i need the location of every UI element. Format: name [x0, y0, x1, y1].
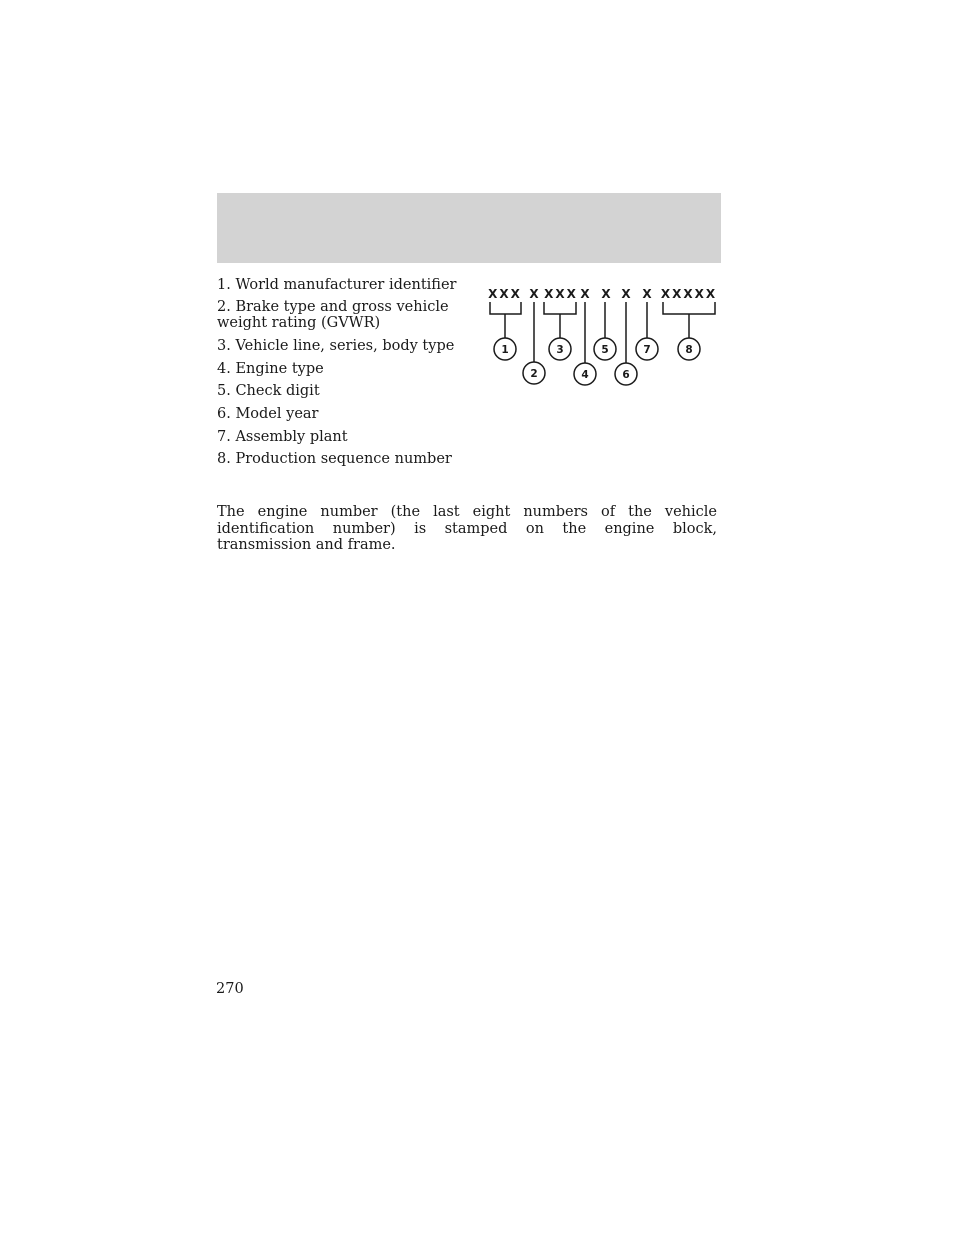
callout-1-number: 1	[501, 344, 509, 356]
callout-6	[615, 363, 637, 385]
vin-diagram	[480, 280, 725, 390]
callout-8	[678, 338, 700, 360]
legend-item-3: 3. Vehicle line, series, body type	[217, 338, 455, 354]
bracket-8	[663, 302, 715, 314]
section-header-band	[217, 193, 721, 263]
vin-group-8: XXXXX	[660, 287, 718, 301]
engine-number-paragraph: The engine number (the last eight numbers of the vehicle identification number) is stamped on the engine block, transmission and frame.	[217, 504, 717, 553]
vin-group-6: X	[621, 287, 631, 301]
vin-group-3: XXX	[544, 287, 578, 301]
bracket-3	[544, 302, 576, 314]
vin-group-7: X	[642, 287, 652, 301]
callout-3	[549, 338, 571, 360]
legend-item-6: 6. Model year	[217, 406, 319, 422]
legend-item-5: 5. Check digit	[217, 383, 320, 399]
legend-item-1: 1. World manufacturer identifier	[217, 277, 457, 293]
callout-4	[574, 363, 596, 385]
legend-item-7: 7. Assembly plant	[217, 429, 348, 445]
page-number: 270	[216, 981, 244, 997]
callout-4-number: 4	[581, 369, 589, 381]
vin-group-1: XXX	[488, 287, 522, 301]
callout-2-number: 2	[530, 368, 538, 380]
callout-5	[594, 338, 616, 360]
bracket-1	[490, 302, 521, 314]
callout-8-number: 8	[685, 344, 693, 356]
vin-group-2: X	[529, 287, 539, 301]
callout-5-number: 5	[601, 344, 609, 356]
callout-6-number: 6	[622, 369, 630, 381]
callout-3-number: 3	[556, 344, 564, 356]
legend-item-4: 4. Engine type	[217, 361, 324, 377]
vin-diagram-svg	[480, 280, 725, 390]
callout-7-number: 7	[643, 344, 651, 356]
legend-item-8: 8. Production sequence number	[217, 451, 452, 467]
callout-2	[523, 362, 545, 384]
legend-item-2: 2. Brake type and gross vehicle weight rating (GVWR)	[217, 299, 449, 331]
vin-group-4: X	[580, 287, 590, 301]
callout-7	[636, 338, 658, 360]
vin-group-5: X	[601, 287, 611, 301]
callout-1	[494, 338, 516, 360]
